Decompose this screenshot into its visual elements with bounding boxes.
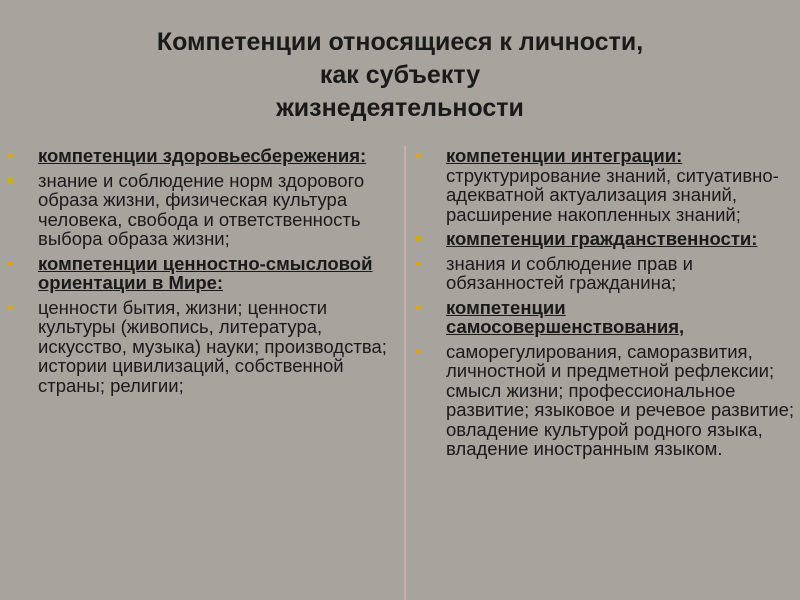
item-text: знания и соблюдение прав и обязанностей гражданина; (446, 252, 693, 293)
item-heading: компетенции ценностно-смысловой ориентации в Мире: (38, 252, 373, 293)
bullet-icon (416, 349, 421, 354)
item-heading: компетенции интеграции: (446, 145, 683, 166)
left-column (0, 146, 402, 395)
bullet-icon (8, 261, 13, 266)
bullet-icon (8, 305, 13, 310)
item-text: знание и соблюдение норм здорового образа жизни, физическая культура человека, свобода и ответственность выбора образа жизни; (38, 169, 365, 249)
bullet-item-health-desc (0, 171, 402, 249)
bullet-icon (416, 305, 421, 310)
title-line-3: жизнедеятельности (276, 94, 524, 122)
item-heading: компетенции здоровьесбережения: (38, 145, 367, 166)
bullet-icon (416, 261, 421, 266)
bullet-item-self-improvement-desc (412, 342, 800, 459)
bullet-icon (8, 178, 13, 183)
bullet-icon (416, 236, 421, 241)
item-text: ценности бытия, жизни; ценности культуры (живопись, литература, искусство, музыка) науки; производства; истории цивилизаций, собственной страны; религии; (38, 296, 387, 396)
bullet-item-values-desc (0, 298, 402, 396)
item-text: саморегулирования, саморазвития, личностной и предметной рефлексии; смысл жизни; профессиональное развитие; языковое и речевое развитие; овладение культурой родного языка, владение иностранным языком. (446, 340, 795, 459)
bullet-item-self-improvement (412, 298, 800, 337)
column-divider (404, 146, 406, 600)
bullet-item-values (0, 254, 402, 293)
bullet-icon (8, 153, 13, 158)
bullet-item-citizenship-desc (412, 254, 800, 293)
bullet-item-integration (412, 146, 800, 224)
item-heading: компетенции самосовершенствования, (446, 296, 685, 337)
bullet-icon (416, 153, 421, 158)
slide-title (0, 26, 800, 125)
item-heading: компетенции гражданственности: (446, 228, 758, 249)
item-text: структурирование знаний, ситуативно-адекватной актуализация знаний, расширение накопленных знаний; (446, 164, 779, 225)
bullet-item-health (0, 146, 402, 166)
right-column (412, 146, 800, 459)
title-line-1: Компетенции относящиеся к личности, (156, 28, 644, 56)
bullet-item-citizenship (412, 229, 800, 249)
title-line-2: как субъекту (319, 61, 481, 89)
